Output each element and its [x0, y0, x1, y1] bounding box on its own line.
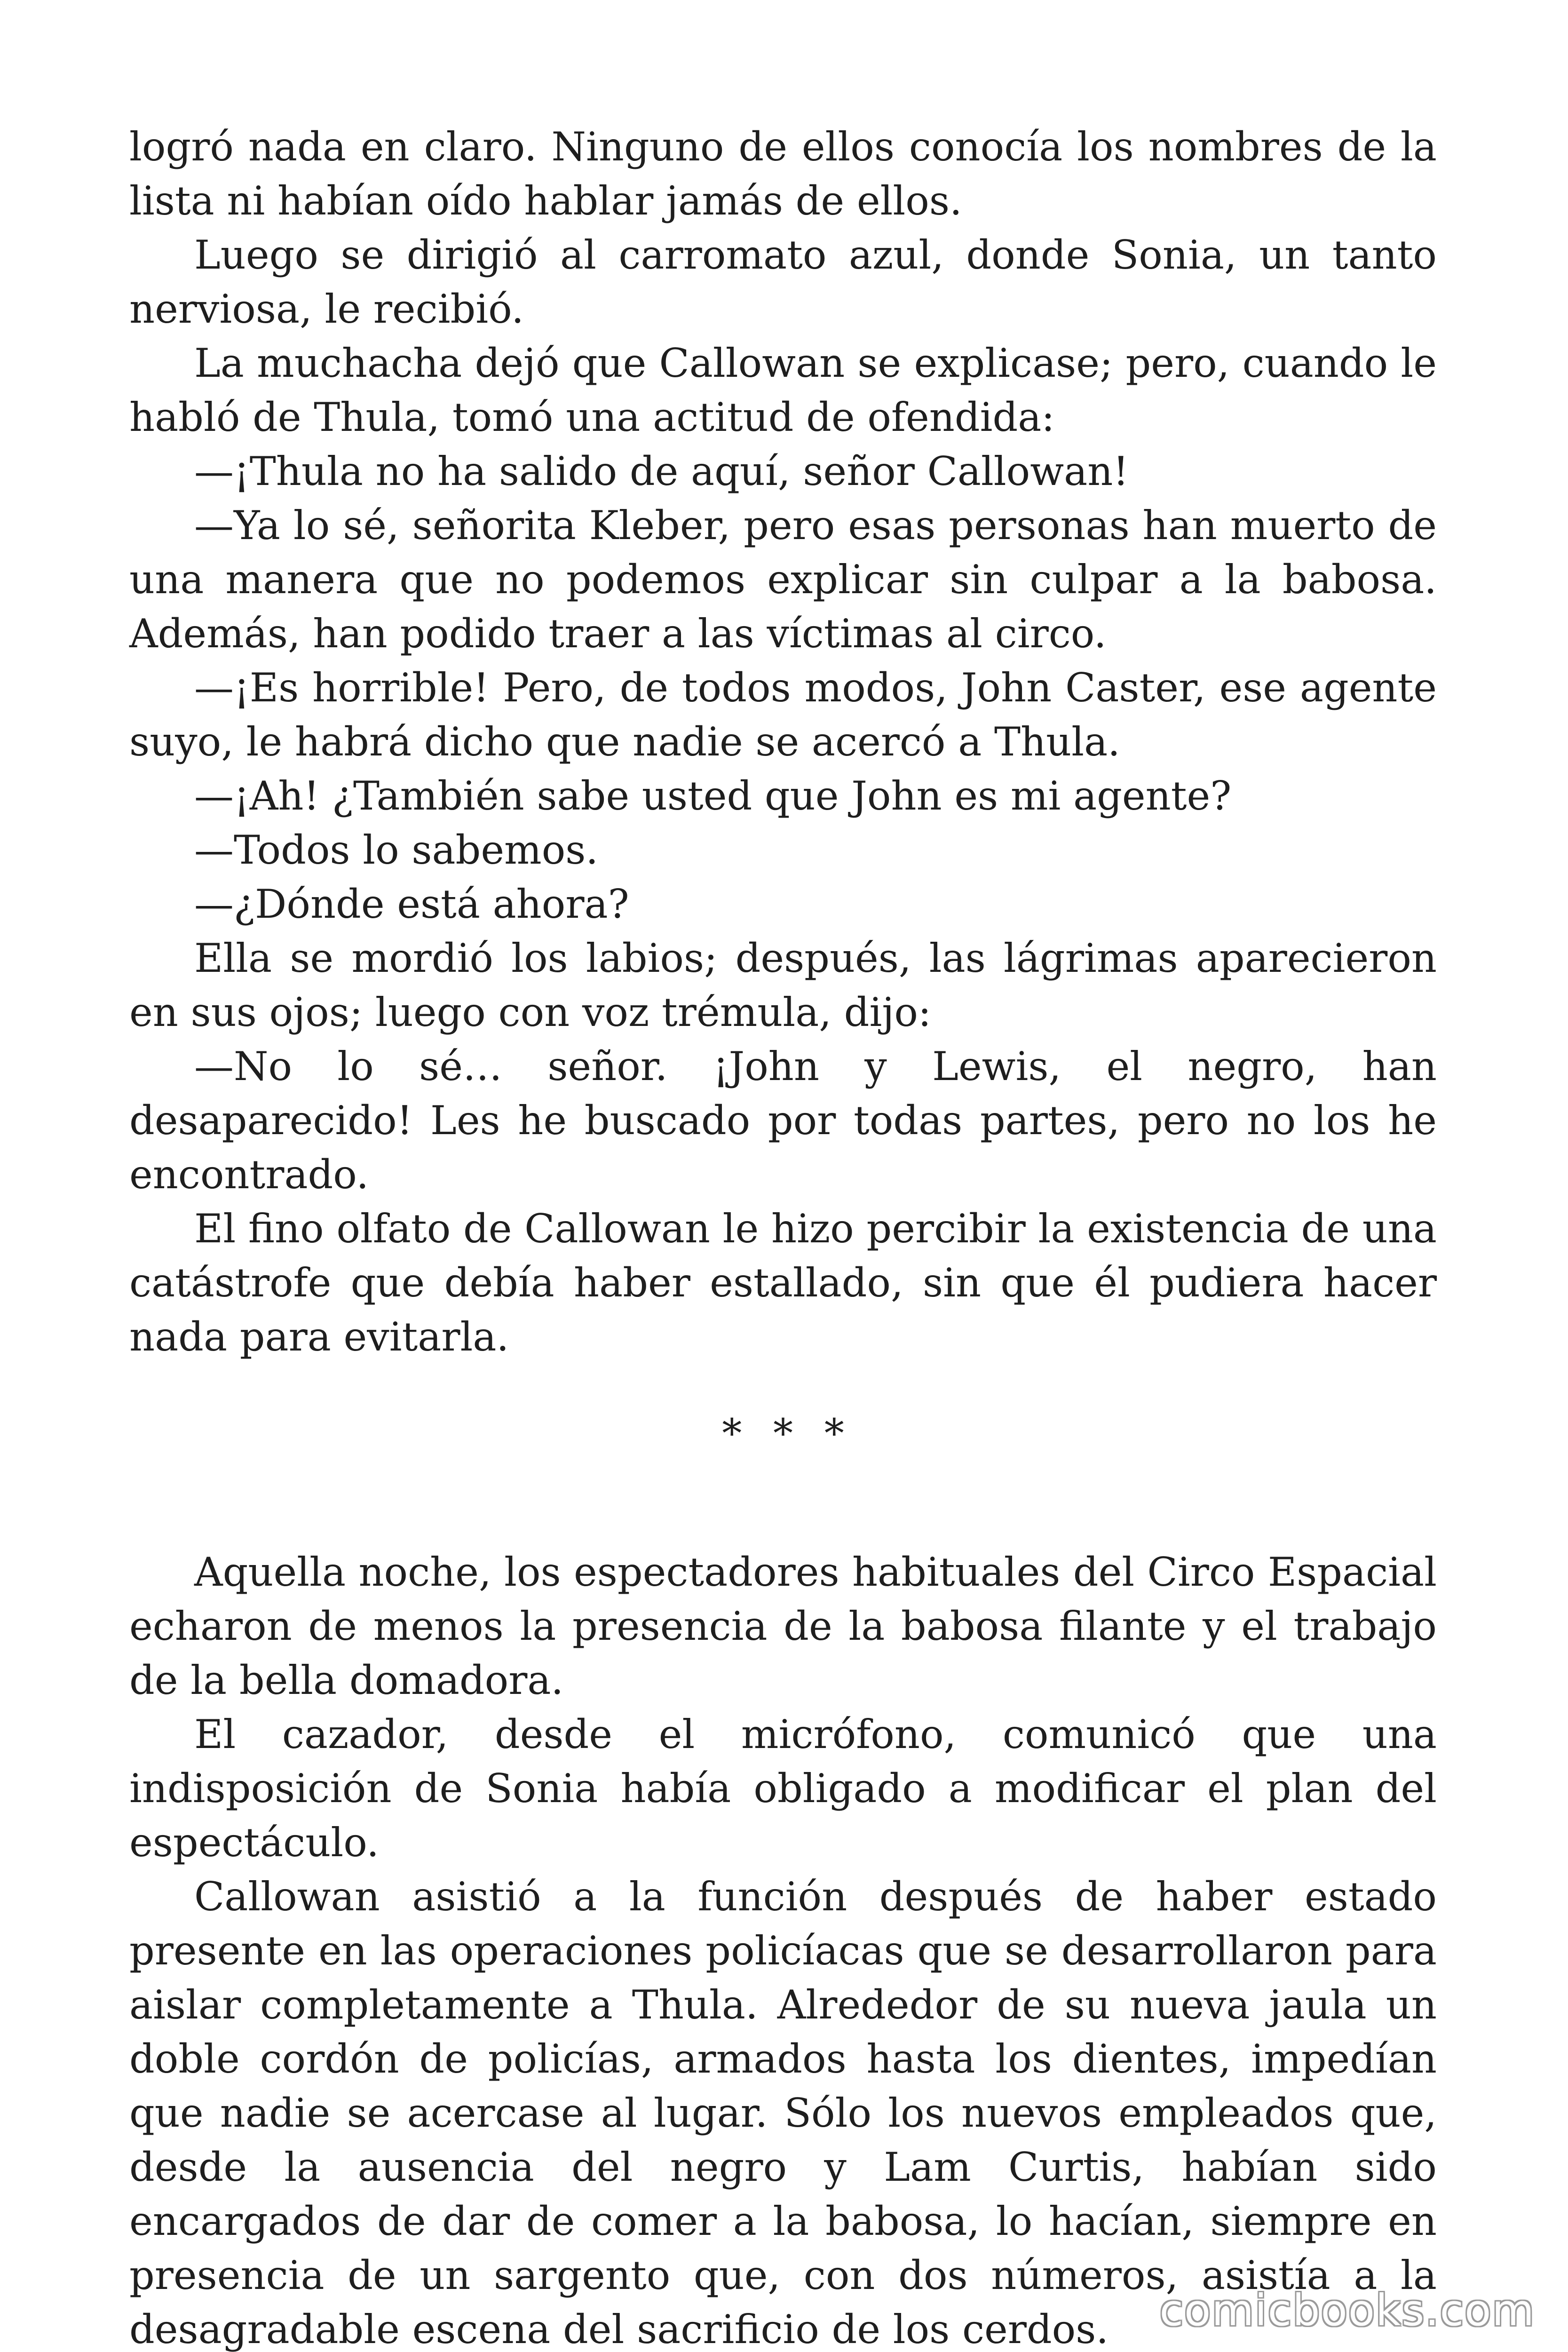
paragraph: El cazador, desde el micrófono, comunicó que una indisposición de Sonia había obligado a modificar el plan del espectáculo.: [129, 1711, 1437, 1866]
dialogue-line: —No lo sé… señor. ¡John y Lewis, el negro, han desaparecido! Les he buscado por todas partes, pero no los he encontrado.: [129, 1043, 1437, 1198]
paragraph-continuation: logró nada en claro. Ninguno de ellos conocía los nombres de la lista ni habían oído hablar jamás de ellos.: [129, 124, 1437, 224]
dialogue-line: —Ya lo sé, señorita Kleber, pero esas personas han muerto de una manera que no podemos explicar sin culpar a la babosa. Además, han podido traer a las víctimas al circo.: [129, 502, 1437, 657]
dialogue-line: —¡Es horrible! Pero, de todos modos, John Caster, ese agente suyo, le habrá dicho que nadie se acercó a Thula.: [129, 665, 1437, 765]
paragraph: Ella se mordió los labios; después, las lágrimas aparecieron en sus ojos; luego con voz trémula, dijo:: [129, 935, 1437, 1035]
paragraph: Callowan asistió a la función después de haber estado presente en las operaciones policíacas que se desarrollaron para aislar completamente a Thula. Alrededor de su nueva jaula un doble cordón de policías, armados hasta los dientes, impedían que nadie se acercase al lugar. Sólo los nuevos empleados que, desde la ausencia del negro y Lam Curtis, habían sido encargados de dar de comer a la babosa, lo hacían, siempre en presencia de un sargento que, con dos números, asistía a la desagradable escena del sacrificio de los cerdos.: [129, 1874, 1437, 2352]
dialogue-line: —¿Dónde está ahora?: [194, 881, 629, 927]
watermark: comicbooks.com: [1159, 2285, 1535, 2336]
paragraph: El fino olfato de Callowan le hizo percibir la existencia de una catástrofe que debía haber estallado, sin que él pudiera hacer nada para evitarla.: [129, 1206, 1437, 1360]
dialogue-line: —¡Ah! ¿También sabe usted que John es mi agente?: [194, 773, 1232, 819]
paragraph: Luego se dirigió al carromato azul, donde Sonia, un tanto nerviosa, le recibió.: [129, 232, 1437, 332]
dialogue-line: —Todos lo sabemos.: [194, 827, 599, 873]
page-body: [129, 120, 1437, 2352]
dialogue-line: —¡Thula no ha salido de aquí, señor Callowan!: [194, 448, 1129, 494]
paragraph: La muchacha dejó que Callowan se explicase; pero, cuando le habló de Thula, tomó una actitud de ofendida:: [129, 340, 1437, 440]
section-separator: * * *: [722, 1410, 854, 1456]
paragraph: Aquella noche, los espectadores habituales del Circo Espacial echaron de menos la presencia de la babosa filante y el trabajo de la bella domadora.: [129, 1549, 1437, 1703]
